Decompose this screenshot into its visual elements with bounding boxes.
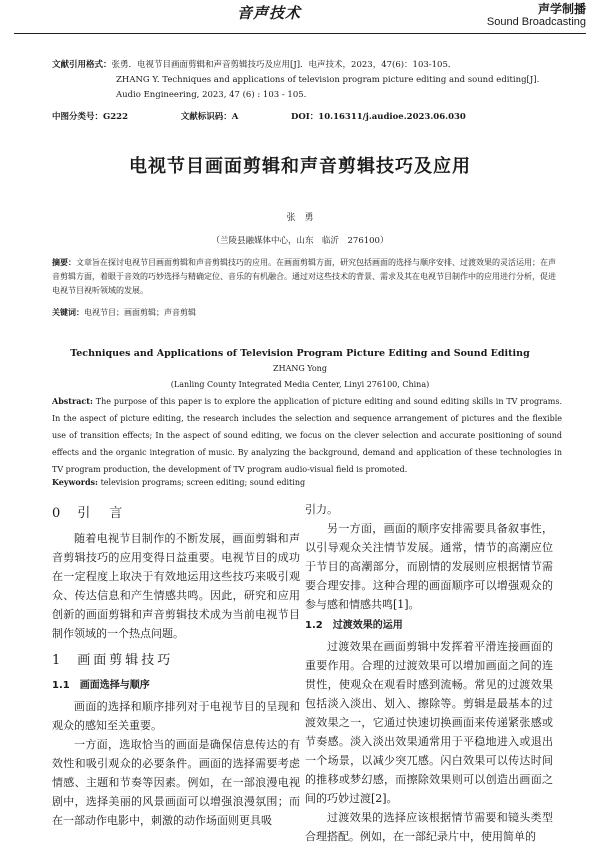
section-header-en: Sound Broadcasting xyxy=(486,16,586,28)
abstract-en xyxy=(52,393,562,478)
section-title: 引 言 xyxy=(77,506,126,521)
affiliation-cn: （兰陵县融媒体中心，山东 临沂 276100） xyxy=(211,236,389,246)
author-en: ZHANG Yong xyxy=(273,364,327,373)
meta-line xyxy=(52,110,562,122)
title-cn: 电视节目画面剪辑和声音剪辑技巧及应用 xyxy=(129,156,471,177)
doc-code: 文献标识码：A xyxy=(180,112,239,122)
paragraph: 另一方面，画面的顺序安排需要具备叙事性，以引导观众关注情节发展。通常，情节的高潮应位于节目的高潮部分，而剧情的发展则应根据情节需要合理安排。这种合理的画面顺序可以增强观众的参与感和情感共鸣[1]。 xyxy=(305,522,553,611)
keywords-cn-label: 关键词： xyxy=(52,307,84,317)
citation-block xyxy=(52,58,562,103)
journal-logo: 音声技术 xyxy=(237,4,302,22)
abstract-cn-label: 摘要： xyxy=(52,257,76,267)
section-title: 画面剪辑技巧 xyxy=(77,653,174,668)
section-header xyxy=(487,3,586,29)
section-number: 1 xyxy=(52,653,64,668)
section-number: 0 xyxy=(52,506,64,521)
title-en: Techniques and Applications of Television Program Picture Editing and Sound Editing xyxy=(70,348,530,359)
header-rule xyxy=(14,33,586,34)
paragraph: 画面的选择和顺序排列对于电视节目的呈现和观众的感知至关重要。 xyxy=(52,700,300,732)
section-heading-picture-editing xyxy=(52,651,300,670)
paragraph: 一方面，选取恰当的画面是确保信息传达的有效性和吸引观众的必要条件。画面的选择需要考虑情感、主题和节奏等因素。例如，在一部浪漫电视剧中，选择美丽的风景画面可以增强浪漫氛围；而在一部动作电影中，刺激的动作场面则更具吸 xyxy=(52,738,300,827)
citation-label: 文献引用格式： xyxy=(52,60,112,70)
citation-cn: 张勇．电视节目画面剪辑和声音剪辑技巧及应用[J]．电声技术，2023，47(6)：103-105． xyxy=(111,60,457,70)
abstract-cn-text: 文章旨在探讨电视节目画面剪辑和声音剪辑技巧的应用。在画面剪辑方面，研究包括画面的选择与顺序安排、过渡效果的灵活运用；在声音剪辑方面，着眼于音效的巧妙选择与精确定位、音乐的有机融合。通过对这些技术的背景、需求及其在电视节目制作中的应用进行分析，促进电视节目视听领域的发展。 xyxy=(52,258,556,295)
abstract-cn xyxy=(52,255,562,298)
paragraph: 随着电视节目制作的不断发展，画面剪辑和声音剪辑技巧的应用变得日益重要。电视节目的成功在一定程度上取决于有效地运用这些技巧来吸引观众、传达信息和产生情感共鸣。因此，研究和应用创新的画面剪辑和声音剪辑技术成为当前电视节目制作领域的一个热点问题。 xyxy=(52,532,300,640)
affiliation-en: (Lanling County Integrated Media Center, Linyi 276100, China) xyxy=(170,380,430,389)
paragraph-continued: 引力。 xyxy=(305,503,338,516)
clc-number: 中图分类号：G222 xyxy=(52,112,129,122)
author-cn: 张 勇 xyxy=(286,213,314,223)
keywords-cn-text: 电视节目；画面剪辑；声音剪辑 xyxy=(84,308,196,317)
subsection-heading: 1.2 过渡效果的运用 xyxy=(305,620,403,631)
keywords-cn xyxy=(52,307,562,318)
paragraph: 过渡效果在画面剪辑中发挥着平滑连接画面的重要作用。合理的过渡效果可以增加画面之间的连贯性，使观众在观看时感到流畅。常见的过渡效果包括淡入淡出、划入、擦除等。剪辑是最基本的过渡效果之一，它通过快速切换画面来传递紧张感或节奏感。淡入淡出效果通常用于平稳地进入或退出一个场景，以减少突兀感。闪白效果可以传达时间的推移或梦幻感，而擦除效果则可以创造出画面之间的巧妙过渡[2]。 xyxy=(305,640,553,805)
subsection-heading: 1.1 画面选择与顺序 xyxy=(52,680,150,691)
keywords-en-label: Keywords: xyxy=(52,477,99,487)
citation-en: ZHANG Y. Techniques and applications of television program picture editing and sound editing[J]. Audio Engineering, 2023, 47 (6) : 103 - 105. xyxy=(116,75,540,100)
body-column-left xyxy=(52,500,300,830)
abstract-en-text: The purpose of this paper is to explore the application of picture editing and sound editing skills in TV programs. In the aspect of picture editing, the research includes the selection and sequence arrangement of pictures and the flexible use of transition effects; In the aspect of sound editing, we focus on the clever selection and accurate positioning of sound effects and the organic integration of music. By analyzing the background, demand and application of these technologies in TV program production, the development of TV program audio-visual field is promoted. xyxy=(52,397,562,474)
body-column-right xyxy=(305,500,553,846)
abstract-en-label: Abstract: xyxy=(52,396,93,406)
keywords-en-text: television programs; screen editing; sound editing xyxy=(100,478,306,487)
keywords-en xyxy=(52,477,562,487)
section-heading-intro xyxy=(52,504,300,523)
doi[interactable]: DOI：10.16311/j.audioe.2023.06.030 xyxy=(291,112,466,122)
section-header-cn: 声学制播 xyxy=(537,2,586,16)
paragraph: 过渡效果的选择应该根据情节需要和镜头类型合理搭配。例如，在一部纪录片中，使用简单的 xyxy=(305,811,553,843)
